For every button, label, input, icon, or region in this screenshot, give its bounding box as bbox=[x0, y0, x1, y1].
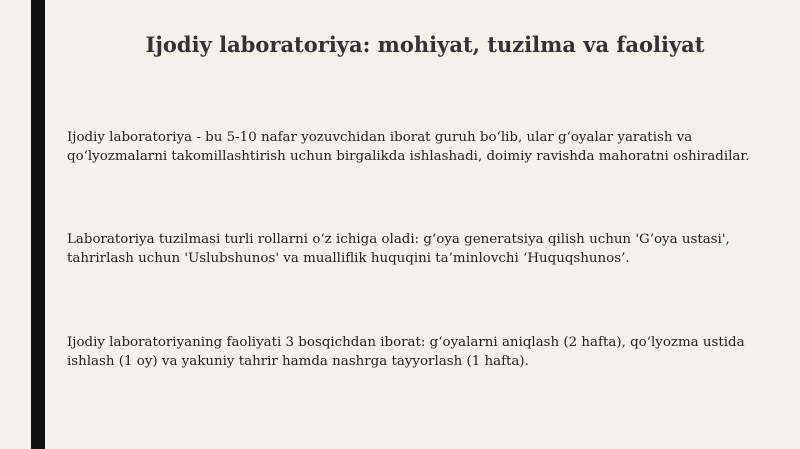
slide-title: Ijodiy laboratoriya: mohiyat, tuzilma va faoliyat bbox=[145, 32, 705, 57]
paragraph-structure: Laboratoriya tuzilmasi turli rollarni o‘z ichiga oladi: g‘oya generatsiya qilish uchun 'G‘oya ustasi', tahrirlash uchun 'Uslubshunos' va mualliflik huquqini ta’minlovchi ‘Huquqshunos’. bbox=[67, 232, 730, 266]
accent-bar bbox=[31, 0, 45, 449]
paragraph-activity: Ijodiy laboratoriyaning faoliyati 3 bosqichdan iborat: g‘oyalarni aniqlash (2 hafta), qo‘lyozma ustida ishlash (1 oy) va yakuniy tahrir hamda nashrga tayyorlash (1 hafta). bbox=[67, 335, 745, 369]
paragraph-definition: Ijodiy laboratoriya - bu 5-10 nafar yozuvchidan iborat guruh bo‘lib, ular g‘oyalar yaratish va qo‘lyozmalarni takomillashtirish uchun birgalikda ishlashadi, doimiy ravishda mahoratni oshiradilar. bbox=[67, 130, 750, 164]
